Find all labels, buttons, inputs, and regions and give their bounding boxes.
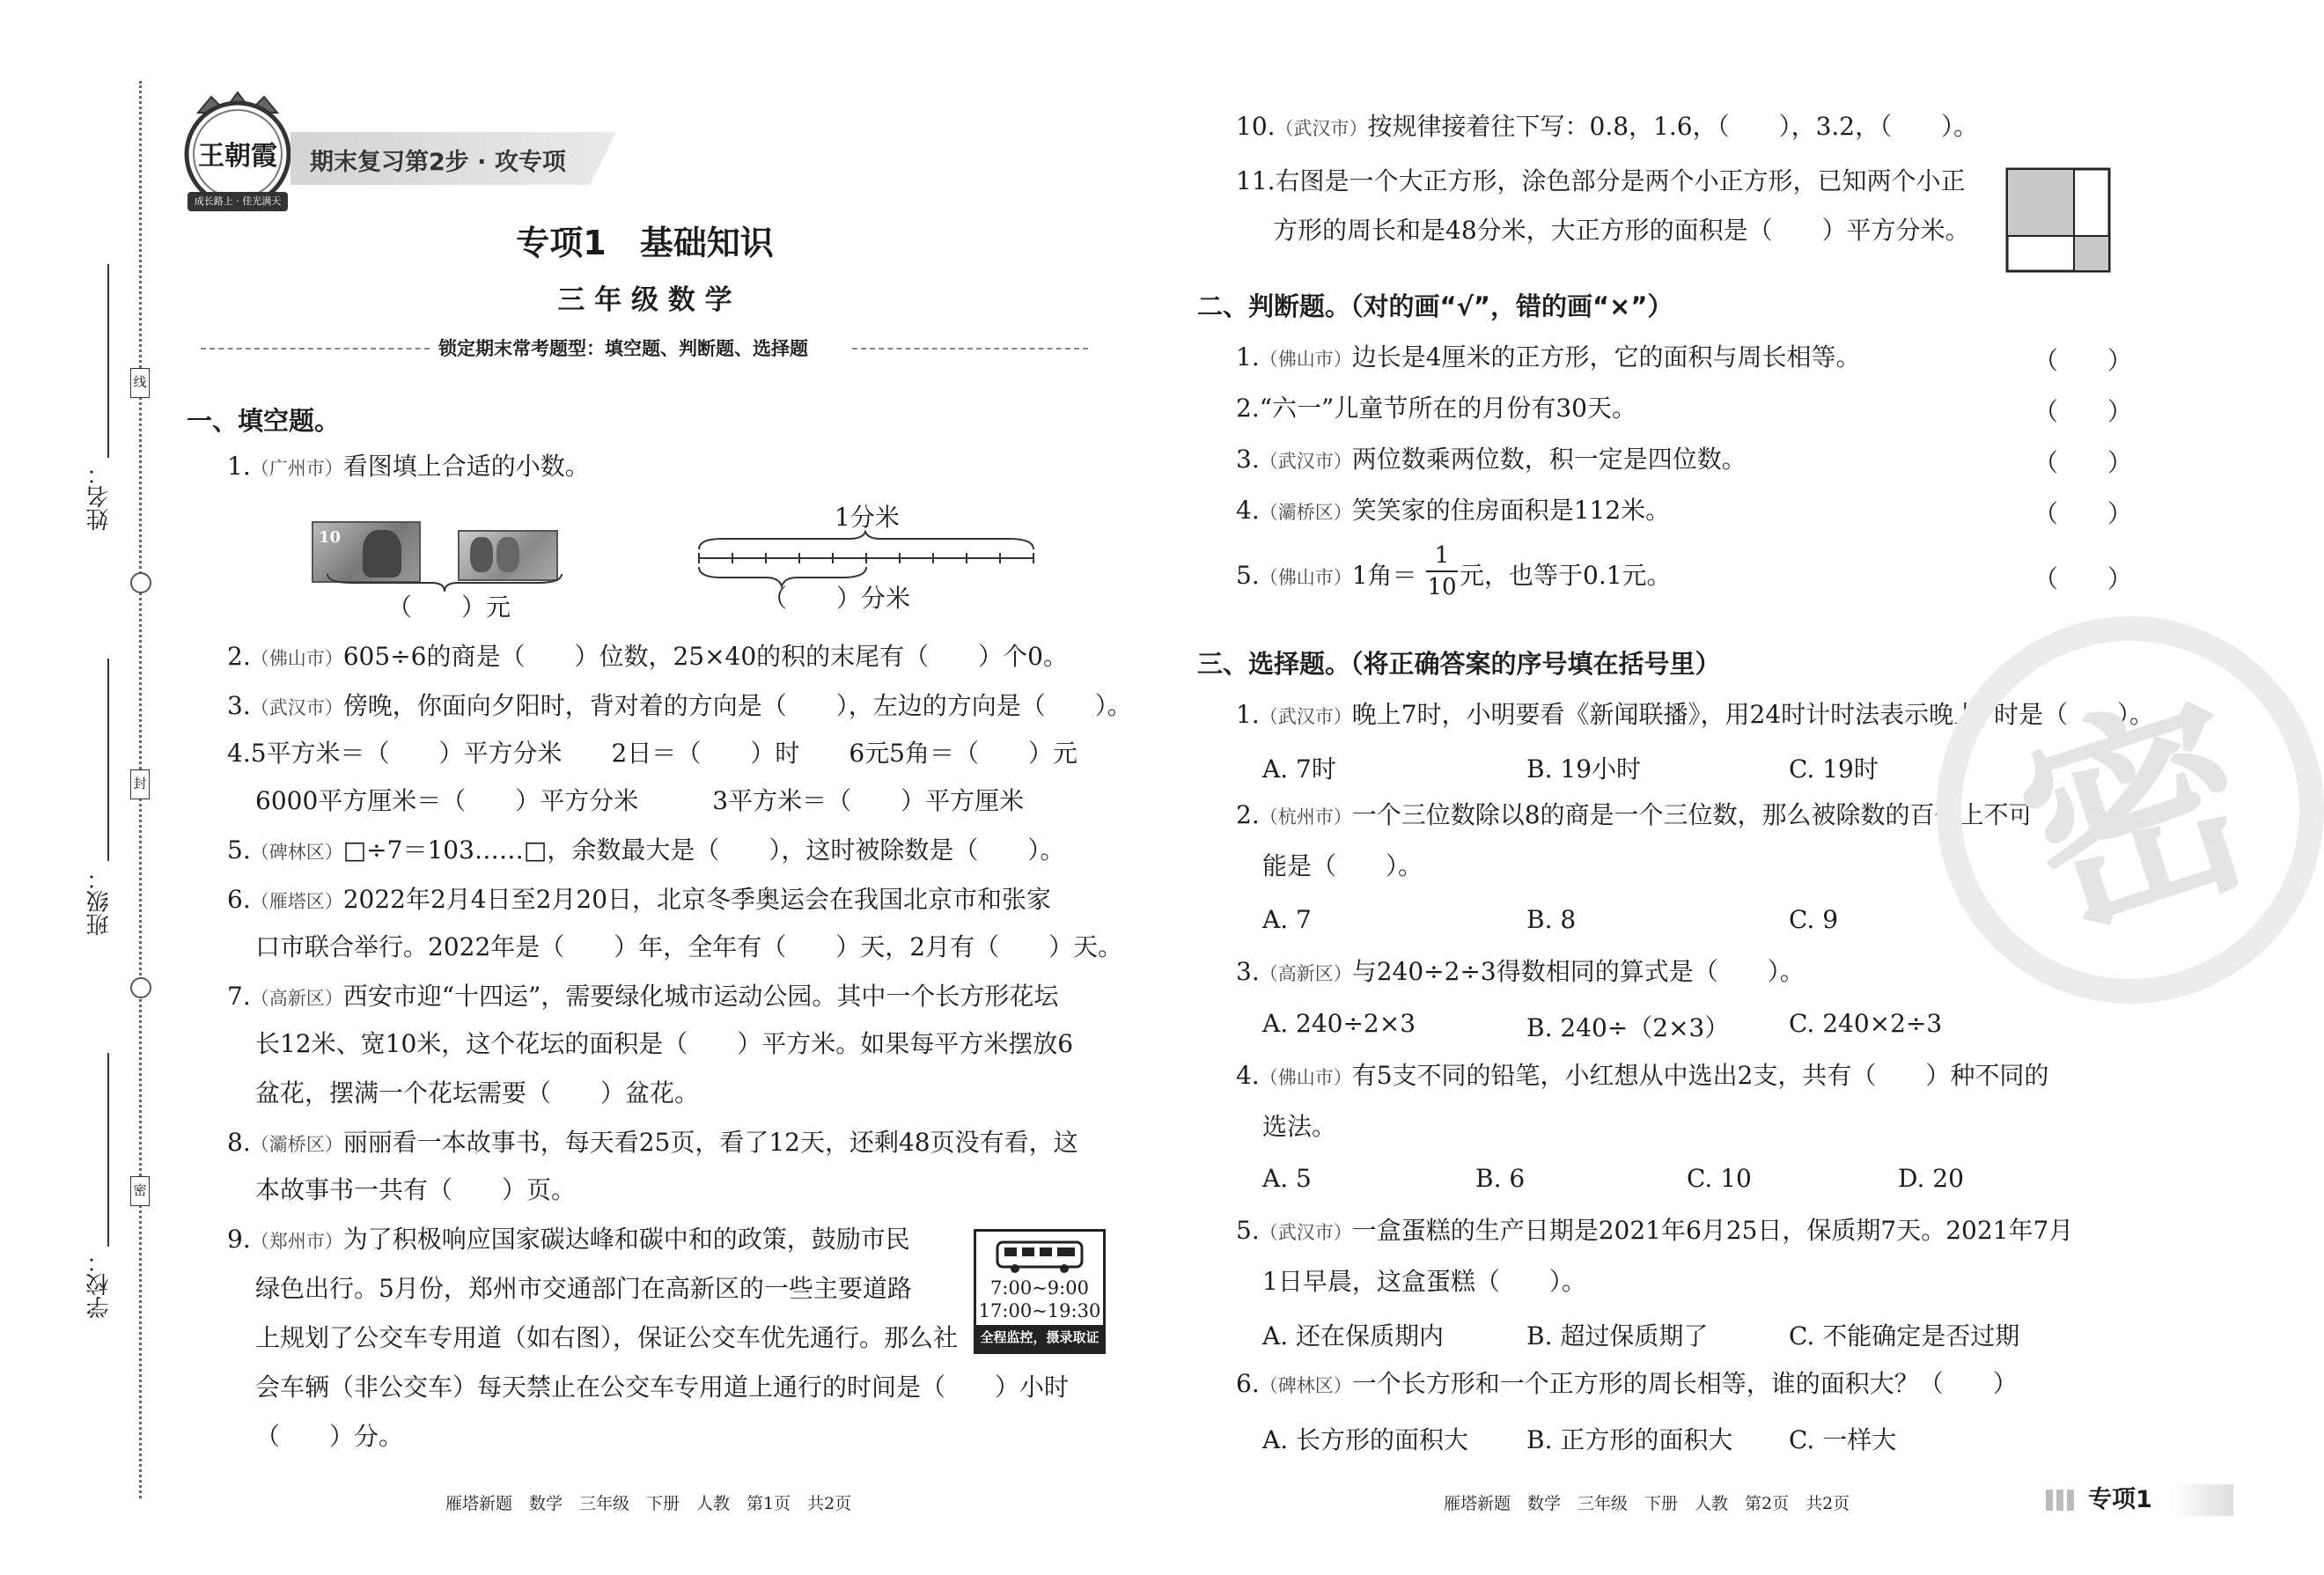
judge-3: 3.（武汉市）两位数乘两位数，积一定是四位数。 — [1236, 445, 1747, 474]
question-10: 10.（武汉市）按规律接着往下写：0.8，1.6，（ ），3.2，（ ）。 — [1236, 112, 1979, 141]
cut-circle-1 — [130, 572, 151, 593]
c2-opt-c[interactable]: C. 9 — [1789, 905, 1839, 934]
logo-sub: 成长路上 · 佳光满天 — [194, 195, 282, 207]
choice-3: 3.（高新区）与240÷2÷3得数相同的算式是（ ）。 — [1236, 957, 1805, 986]
q1-number: 1. — [227, 452, 251, 481]
question-11-line2: 方形的周长和是48分米，大正方形的面积是（ ）平方分米。 — [1273, 216, 1970, 245]
c6-opt-a[interactable]: A. 长方形的面积大 — [1262, 1425, 1469, 1454]
question-7-line3: 盆花，摆满一个花坛需要（ ）盆花。 — [255, 1078, 700, 1108]
page-title: 专项1 基础知识 — [516, 224, 774, 262]
focus-line-text: 锁定期末常考题型：填空题、判断题、选择题 — [438, 337, 808, 359]
page-subtitle: 三 年 级 数 学 — [557, 284, 732, 316]
school-label: 学校： — [86, 1250, 113, 1319]
c3-opt-c[interactable]: C. 240×2÷3 — [1789, 1009, 1943, 1038]
left-footer: 雁塔新题 数学 三年级 下册 人教 第1页 共2页 — [445, 1494, 852, 1513]
focus-line-left — [201, 348, 430, 350]
question-9-line5: （ ）分。 — [255, 1422, 404, 1451]
choice-5-line2: 1日早晨，这盒蛋糕（ ）。 — [1262, 1267, 1586, 1296]
school-line — [107, 1053, 109, 1247]
c4-opt-d[interactable]: D. 20 — [1898, 1164, 1964, 1193]
c4-opt-b[interactable]: B. 6 — [1475, 1164, 1526, 1193]
choice-2-line1: 2.（杭州市）一个三位数除以8的商是一个三位数，那么被除数的百位上不可 — [1236, 800, 2034, 829]
question-9-line2: 绿色出行。5月份，郑州市交通部门在高新区的一些主要道路 — [255, 1274, 912, 1303]
choice-6: 6.（碑林区）一个长方形和一个正方形的周长相等，谁的面积大？（ ） — [1236, 1369, 2018, 1398]
bus-icon — [996, 1239, 1084, 1274]
bus-time-2: 17:00~19:30 — [978, 1300, 1101, 1321]
c4-opt-a[interactable]: A. 5 — [1262, 1164, 1312, 1193]
q1-text: 看图填上合适的小数。 — [342, 452, 590, 481]
question-5: 5.（碑林区）□÷7＝103……□，余数最大是（ ），这时被除数是（ ）。 — [227, 835, 1065, 865]
question-8-line2: 本故事书一共有（ ）页。 — [255, 1175, 577, 1204]
question-8-line1: 8.（灞桥区）丽丽看一本故事书，每天看25页，看了12天，还剩48页没有看，这 — [227, 1128, 1078, 1157]
question-1 — [227, 449, 590, 486]
choice-4-line1: 4.（佛山市）有5支不同的铅笔，小红想从中选出2支，共有（ ）种不同的 — [1236, 1061, 2049, 1090]
banknote-10-yuan: 10 — [312, 521, 421, 583]
question-6-line1: 6.（雁塔区）2022年2月4日至2月20日，北京冬季奥运会在我国北京市和张家 — [227, 885, 1052, 914]
q1-tag: （广州市） — [250, 458, 343, 479]
c5-opt-c[interactable]: C. 不能确定是否过期 — [1789, 1321, 2020, 1351]
question-4-line1: 4.5平方米＝（ ）平方分米 2日＝（ ）时 6元5角＝（ ）元 — [227, 739, 1077, 768]
c6-opt-b[interactable]: B. 正方形的面积大 — [1526, 1425, 1733, 1454]
class-line — [107, 659, 109, 861]
class-label: 班级： — [86, 867, 113, 936]
question-7-line1: 7.（高新区）西安市迎“十四运”，需要绿化城市运动公园。其中一个长方形花坛 — [227, 982, 1059, 1011]
section2-heading: 二、判断题。（对的画“√”，错的画“×”） — [1197, 291, 1673, 321]
question-2: 2.（佛山市）605÷6的商是（ ）位数，25×40的积的末尾有（ ）个0。 — [227, 642, 1068, 671]
cut-mark-xian: 线 — [130, 368, 150, 398]
section3-heading: 三、选择题。（将正确答案的序号填在括号里） — [1197, 649, 1721, 679]
c5-opt-a[interactable]: A. 还在保质期内 — [1262, 1321, 1445, 1351]
question-9-line4: 会车辆（非公交车）每天禁止在公交车专用道上通行的时间是（ ）小时 — [255, 1373, 1070, 1402]
q1-ruler-blank: （ ）分米 — [762, 584, 911, 613]
c6-opt-c[interactable]: C. 一样大 — [1789, 1425, 1897, 1454]
question-11-line1: 11.右图是一个大正方形，涂色部分是两个小正方形，已知两个小正 — [1236, 166, 1966, 195]
question-7-line2: 长12米、宽10米，这个花坛的面积是（ ）平方米。如果每平方米摆放6 — [255, 1029, 1074, 1058]
cut-circle-2 — [130, 977, 151, 998]
judge-3-answer[interactable]: （ ） — [2034, 448, 2133, 477]
c1-opt-b[interactable]: B. 19小时 — [1526, 754, 1642, 784]
c1-opt-c[interactable]: C. 19时 — [1789, 754, 1879, 784]
judge-5-post: 元，也等于0.1元。 — [1460, 561, 1672, 590]
judge-4: 4.（灞桥区）笑笑家的住房面积是112米。 — [1236, 496, 1671, 525]
question-9-line1: 9.（郑州市）为了积极响应国家碳达峰和碳中和的政策，鼓励市民 — [227, 1225, 910, 1254]
square-figure — [2005, 167, 2111, 273]
c5-opt-b[interactable]: B. 超过保质期了 — [1526, 1321, 1709, 1351]
question-3: 3.（武汉市）傍晚，你面向夕阳时，背对着的方向是（ ），左边的方向是（ ）。 — [227, 691, 1132, 720]
question-6-line2: 口市联合举行。2022年是（ ）年，全年有（ ）天，2月有（ ）天。 — [255, 932, 1123, 961]
judge-1: 1.（佛山市）边长是4厘米的正方形，它的面积与周长相等。 — [1236, 342, 1861, 372]
corner-tag: 专项1 — [2079, 1484, 2233, 1516]
fraction-denominator: 10 — [1427, 574, 1457, 600]
section1-heading: 一、填空题。 — [187, 406, 341, 436]
judge-4-answer[interactable]: （ ） — [2034, 499, 2133, 528]
cut-mark-feng: 封 — [130, 769, 150, 799]
choice-5-line1: 5.（武汉市）一盒蛋糕的生产日期是2021年6月25日，保质期7天。2021年7月 — [1236, 1216, 2074, 1245]
choice-4-line2: 选法。 — [1262, 1112, 1337, 1141]
bus-lane-sign — [974, 1229, 1106, 1354]
banner-text: 期末复习第2步 · 攻专项 — [310, 149, 566, 176]
choice-1: 1.（武汉市）晚上7时，小明要看《新闻联播》，用24时计时法表示晚上7时是（ ）。 — [1236, 700, 2154, 729]
judge-1-answer[interactable]: （ ） — [2034, 346, 2133, 375]
q1-money-blank: （ ）元 — [387, 592, 511, 622]
c4-opt-c[interactable]: C. 10 — [1687, 1164, 1752, 1193]
judge-5-fraction — [1426, 541, 1458, 602]
judge-2: 2.“六一”儿童节所在的月份有30天。 — [1236, 394, 1636, 423]
c3-opt-b[interactable]: B. 240÷（2×3） — [1526, 1013, 1730, 1042]
watermark-seal — [1937, 616, 2324, 1004]
cut-mark-mi: 密 — [130, 1176, 150, 1206]
c1-opt-a[interactable]: A. 7时 — [1262, 754, 1336, 784]
fraction-numerator: 1 — [1426, 541, 1458, 572]
judge-5: 5.（佛山市）1角＝ — [1236, 561, 1417, 590]
watermark-char: 密 — [1993, 660, 2282, 973]
question-4-line2: 6000平方厘米＝（ ）平方分米 3平方米＝（ ）平方厘米 — [255, 786, 1025, 815]
name-label: 姓名： — [86, 462, 113, 531]
choice-2-line2: 能是（ ）。 — [1262, 851, 1423, 880]
focus-line-right — [852, 348, 1088, 350]
c2-opt-a[interactable]: A. 7 — [1262, 905, 1312, 934]
c2-opt-b[interactable]: B. 8 — [1526, 905, 1577, 934]
bus-time-1: 7:00~9:00 — [990, 1277, 1089, 1299]
logo-name: 王朝霞 — [198, 141, 277, 172]
c3-opt-a[interactable]: A. 240÷2×3 — [1262, 1009, 1416, 1038]
question-9-line3: 上规划了公交车专用道（如右图），保证公交车优先通行。那么社 — [255, 1323, 959, 1352]
corner-dots — [2046, 1490, 2076, 1511]
right-footer: 雁塔新题 数学 三年级 下册 人教 第2页 共2页 — [1444, 1494, 1850, 1513]
ruler-label: 1分米 — [835, 503, 900, 532]
logo-badge — [172, 88, 304, 220]
judge-5-answer[interactable]: （ ） — [2034, 564, 2133, 593]
judge-2-answer[interactable]: （ ） — [2034, 397, 2133, 426]
bus-note: 全程监控，摄录取证 — [976, 1325, 1103, 1351]
